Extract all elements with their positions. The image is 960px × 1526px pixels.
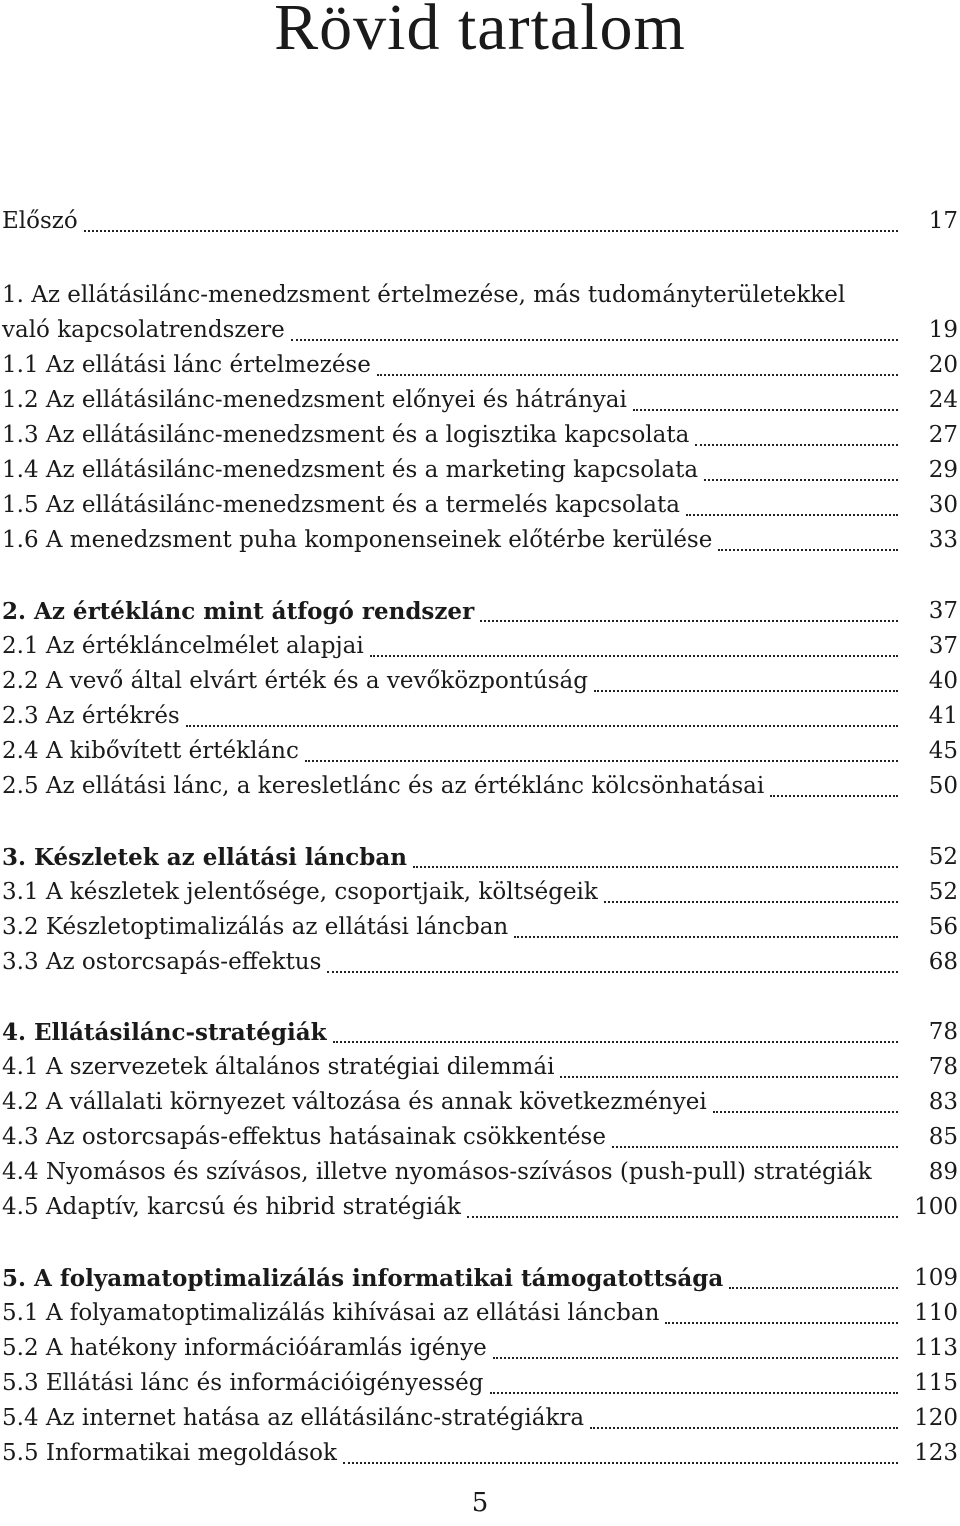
toc-section-2-5[interactable] xyxy=(0,769,960,804)
toc-entry-page: 27 xyxy=(928,422,958,448)
leader-dots xyxy=(718,546,898,551)
toc-entry-label: 4.3 Az ostorcsapás-effektus hatásainak csökkentése xyxy=(2,1120,608,1155)
toc-entry-label: 5.4 Az internet hatása az ellátásilánc-stratégiákra xyxy=(2,1401,586,1436)
leader-dots xyxy=(467,1213,898,1218)
toc-entry-page: 83 xyxy=(928,1089,958,1115)
toc-entry-label: 5.1 A folyamatoptimalizálás kihívásai az ellátási láncban xyxy=(2,1296,661,1331)
toc-chapter-2[interactable] xyxy=(0,594,960,629)
toc-entry-label: 3. Készletek az ellátási láncban xyxy=(2,840,409,875)
toc-entry-label: 4.4 Nyomásos és szívásos, illetve nyomásos-szívásos (push-pull) stratégiák xyxy=(2,1155,874,1190)
toc-entry-page: 56 xyxy=(928,914,958,940)
toc-entry-label: 3.1 A készletek jelentősége, csoportjaik, költségeik xyxy=(2,875,600,910)
toc-entry-page: 115 xyxy=(914,1370,958,1396)
toc-entry-label: 2.3 Az értékrés xyxy=(2,699,182,734)
toc-entry-page: 110 xyxy=(914,1300,958,1326)
leader-dots xyxy=(327,968,898,973)
toc-entry-page: 45 xyxy=(928,738,958,764)
toc-entry-page: 109 xyxy=(914,1265,958,1291)
leader-dots xyxy=(686,511,898,516)
leader-dots xyxy=(493,1354,898,1359)
toc-section-2-2[interactable] xyxy=(0,664,960,699)
leader-dots xyxy=(186,722,898,727)
toc-entry-page: 52 xyxy=(928,879,958,905)
toc-entry-label: 2.4 A kibővített értéklánc xyxy=(2,734,301,769)
toc-entry-label: 1.6 A menedzsment puha komponenseinek előtérbe kerülése xyxy=(2,523,714,558)
toc-entry-page: 17 xyxy=(928,208,958,234)
toc-entry-page: 37 xyxy=(928,598,958,624)
toc-section-1-4[interactable] xyxy=(0,453,960,488)
toc-section-3-1[interactable] xyxy=(0,875,960,910)
leader-dots xyxy=(604,898,898,903)
toc-entry-label: 3.2 Készletoptimalizálás az ellátási láncban xyxy=(2,910,510,945)
toc-entry-page: 78 xyxy=(928,1019,958,1045)
toc-entry-page: 29 xyxy=(928,457,958,483)
toc-entry-label: 5.3 Ellátási lánc és információigényesség xyxy=(2,1366,486,1401)
leader-dots xyxy=(370,652,898,657)
toc-entry-label: 2.5 Az ellátási lánc, a keresletlánc és az értéklánc kölcsönhatásai xyxy=(2,769,766,804)
toc-section-5-1[interactable] xyxy=(0,1296,960,1331)
toc-entry-label: 2.2 A vevő által elvárt érték és a vevőközpontúság xyxy=(2,664,590,699)
toc-chapter-3[interactable] xyxy=(0,840,960,875)
toc-section-3-2[interactable] xyxy=(0,910,960,945)
leader-dots xyxy=(704,476,898,481)
leader-dots xyxy=(343,1459,898,1464)
toc-section-4-5[interactable] xyxy=(0,1190,960,1225)
toc-entry-label: 2. Az értéklánc mint átfogó rendszer xyxy=(2,594,476,629)
leader-dots xyxy=(594,687,898,692)
leader-dots xyxy=(695,441,898,446)
toc-chapter-5[interactable] xyxy=(0,1261,960,1296)
toc-section-1-2[interactable] xyxy=(0,383,960,418)
toc-section-5-4[interactable] xyxy=(0,1401,960,1436)
toc-entry-page: 78 xyxy=(928,1054,958,1080)
toc-entry-page: 85 xyxy=(928,1124,958,1150)
toc-section-1-5[interactable] xyxy=(0,488,960,523)
toc-entry-page: 52 xyxy=(928,844,958,870)
toc-entry-page: 41 xyxy=(928,703,958,729)
leader-dots xyxy=(84,227,898,232)
toc-section-4-3[interactable] xyxy=(0,1120,960,1155)
toc-entry-page: 24 xyxy=(928,387,958,413)
toc-entry-page: 50 xyxy=(928,773,958,799)
toc-entry-label: 3.3 Az ostorcsapás-effektus xyxy=(2,945,323,980)
leader-dots xyxy=(490,1389,898,1394)
toc-entry-label: 4.2 A vállalati környezet változása és annak következményei xyxy=(2,1085,709,1120)
leader-dots xyxy=(665,1319,898,1324)
toc-section-5-2[interactable] xyxy=(0,1331,960,1366)
toc-section-4-4[interactable] xyxy=(0,1155,960,1190)
toc-chapter-4[interactable] xyxy=(0,1015,960,1050)
leader-dots xyxy=(333,1038,898,1043)
toc-entry-page: 33 xyxy=(928,527,958,553)
toc-section-4-2[interactable] xyxy=(0,1085,960,1120)
toc-entry-page: 68 xyxy=(928,949,958,975)
leader-dots xyxy=(291,336,898,341)
toc-entry-label: Előszó xyxy=(2,204,80,239)
leader-dots xyxy=(560,1073,898,1078)
toc-entry-page: 20 xyxy=(928,352,958,378)
toc-entry-label: 5.5 Informatikai megoldások xyxy=(2,1436,339,1471)
toc-entry-label: 4.5 Adaptív, karcsú és hibrid stratégiák xyxy=(2,1190,463,1225)
page-title: Rövid tartalom xyxy=(274,0,686,64)
toc-chapter-1-line1[interactable] xyxy=(0,278,960,313)
leader-dots xyxy=(377,371,898,376)
leader-dots xyxy=(729,1284,898,1289)
toc-entry-label: 1.4 Az ellátásilánc-menedzsment és a marketing kapcsolata xyxy=(2,453,700,488)
toc-chapter-1-line2[interactable] xyxy=(0,313,960,348)
toc-section-2-1[interactable] xyxy=(0,629,960,664)
toc-entry-label: 5. A folyamatoptimalizálás informatikai támogatottsága xyxy=(2,1261,725,1296)
page-number: 5 xyxy=(471,1488,489,1518)
toc-entry-page: 40 xyxy=(928,668,958,694)
leader-dots xyxy=(713,1108,898,1113)
toc-entry-label: 1.1 Az ellátási lánc értelmezése xyxy=(2,348,373,383)
toc-entry-label: 5.2 A hatékony információáramlás igénye xyxy=(2,1331,489,1366)
toc-section-4-1[interactable] xyxy=(0,1050,960,1085)
toc-entry-page: 37 xyxy=(928,633,958,659)
leader-dots xyxy=(612,1143,898,1148)
toc-entry-label: 4. Ellátásilánc-stratégiák xyxy=(2,1015,329,1050)
toc-section-2-4[interactable] xyxy=(0,734,960,769)
toc-entry-page: 19 xyxy=(928,317,958,343)
leader-dots xyxy=(590,1424,898,1429)
leader-dots xyxy=(305,757,898,762)
toc-entry-label: 1.2 Az ellátásilánc-menedzsment előnyei és hátrányai xyxy=(2,383,629,418)
toc-entry-page: 89 xyxy=(928,1159,958,1185)
toc-entry-label: való kapcsolatrendszere xyxy=(2,313,287,348)
leader-dots xyxy=(770,792,898,797)
toc-entry-label: 2.1 Az értékláncelmélet alapjai xyxy=(2,629,366,664)
toc-entry-foreword[interactable] xyxy=(0,204,960,239)
toc-entry-page: 120 xyxy=(914,1405,958,1431)
toc-section-1-3[interactable] xyxy=(0,418,960,453)
toc-entry-label: 1.3 Az ellátásilánc-menedzsment és a logisztika kapcsolata xyxy=(2,418,691,453)
leader-dots xyxy=(413,863,898,868)
toc-entry-label: 1.5 Az ellátásilánc-menedzsment és a termelés kapcsolata xyxy=(2,488,682,523)
toc-entry-label: 4.1 A szervezetek általános stratégiai dilemmái xyxy=(2,1050,556,1085)
leader-dots xyxy=(514,933,898,938)
leader-dots xyxy=(633,406,898,411)
toc-section-1-1[interactable] xyxy=(0,348,960,383)
toc-entry-page: 113 xyxy=(914,1335,958,1361)
toc-entry-page: 123 xyxy=(914,1440,958,1466)
toc-section-1-6[interactable] xyxy=(0,523,960,558)
toc-entry-page: 100 xyxy=(914,1194,958,1220)
toc-entry-label: 1. Az ellátásilánc-menedzsment értelmezése, más tudományterületekkel xyxy=(2,278,847,313)
toc-section-5-3[interactable] xyxy=(0,1366,960,1401)
leader-dots xyxy=(480,617,898,622)
toc-section-5-5[interactable] xyxy=(0,1436,960,1471)
toc-entry-page: 30 xyxy=(928,492,958,518)
toc-section-2-3[interactable] xyxy=(0,699,960,734)
toc-section-3-3[interactable] xyxy=(0,945,960,980)
